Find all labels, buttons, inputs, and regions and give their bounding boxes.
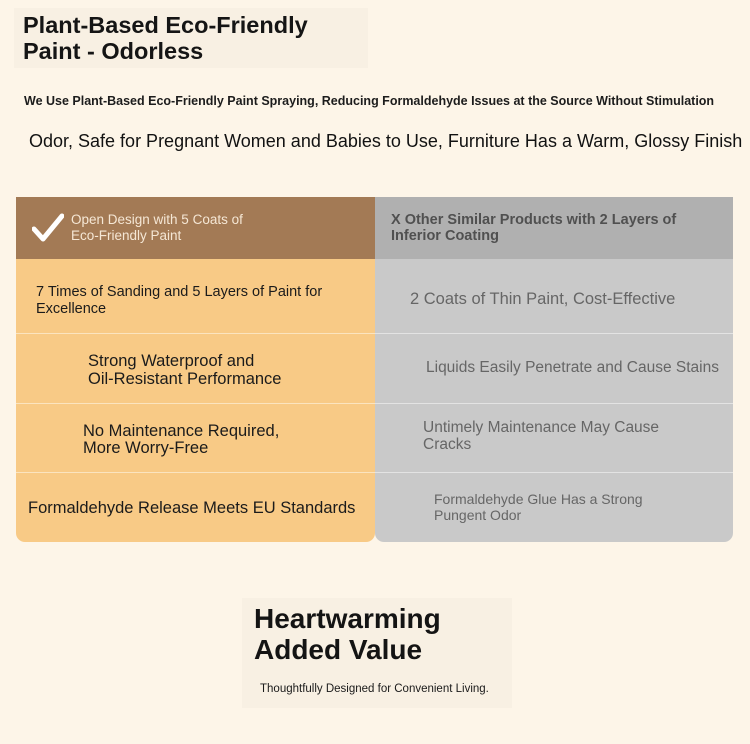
other-row-4: Formaldehyde Glue Has a Strong Pungent Odor bbox=[434, 491, 643, 523]
other-row-2: Liquids Easily Penetrate and Cause Stains bbox=[426, 359, 719, 376]
our-product-header-label: Open Design with 5 Coats of Eco-Friendly Paint bbox=[71, 212, 243, 243]
our-row-2: Strong Waterproof and Oil-Resistant Performance bbox=[88, 352, 282, 388]
title-box bbox=[14, 8, 368, 68]
page-title: Plant-Based Eco-Friendly Paint - Odorless bbox=[23, 12, 308, 64]
other-row-3: Untimely Maintenance May Cause Cracks bbox=[423, 419, 660, 453]
check-icon bbox=[32, 213, 64, 243]
our-product-column bbox=[16, 197, 375, 542]
our-row-1: 7 Times of Sanding and 5 Layers of Paint for Excellence bbox=[36, 284, 323, 317]
added-value-subtitle: Thoughtfully Designed for Convenient Living. bbox=[260, 683, 489, 695]
subtitle-line-2: Odor, Safe for Pregnant Women and Babies to Use, Furniture Has a Warm, Glossy Finish bbox=[29, 131, 743, 151]
subtitle-line-1: We Use Plant-Based Eco-Friendly Paint Spraying, Reducing Formaldehyde Issues at the Source Without Stimulation bbox=[24, 94, 715, 108]
our-row-3: No Maintenance Required, More Worry-Free bbox=[83, 422, 280, 457]
row-divider bbox=[16, 403, 375, 404]
our-product-header bbox=[16, 197, 375, 259]
other-row-1: 2 Coats of Thin Paint, Cost-Effective bbox=[410, 290, 676, 308]
added-value-title: Heartwarming Added Value bbox=[254, 603, 441, 665]
row-divider bbox=[16, 472, 375, 473]
other-products-header-label: X Other Similar Products with 2 Layers of Inferior Coating bbox=[391, 212, 677, 244]
other-products-header bbox=[375, 197, 733, 259]
row-divider bbox=[375, 472, 733, 473]
our-row-4: Formaldehyde Release Meets EU Standards bbox=[28, 499, 356, 517]
comparison-table bbox=[16, 197, 733, 542]
row-divider bbox=[375, 333, 733, 334]
row-divider bbox=[375, 403, 733, 404]
row-divider bbox=[16, 333, 375, 334]
added-value-box bbox=[242, 598, 512, 708]
other-products-column bbox=[375, 197, 733, 542]
